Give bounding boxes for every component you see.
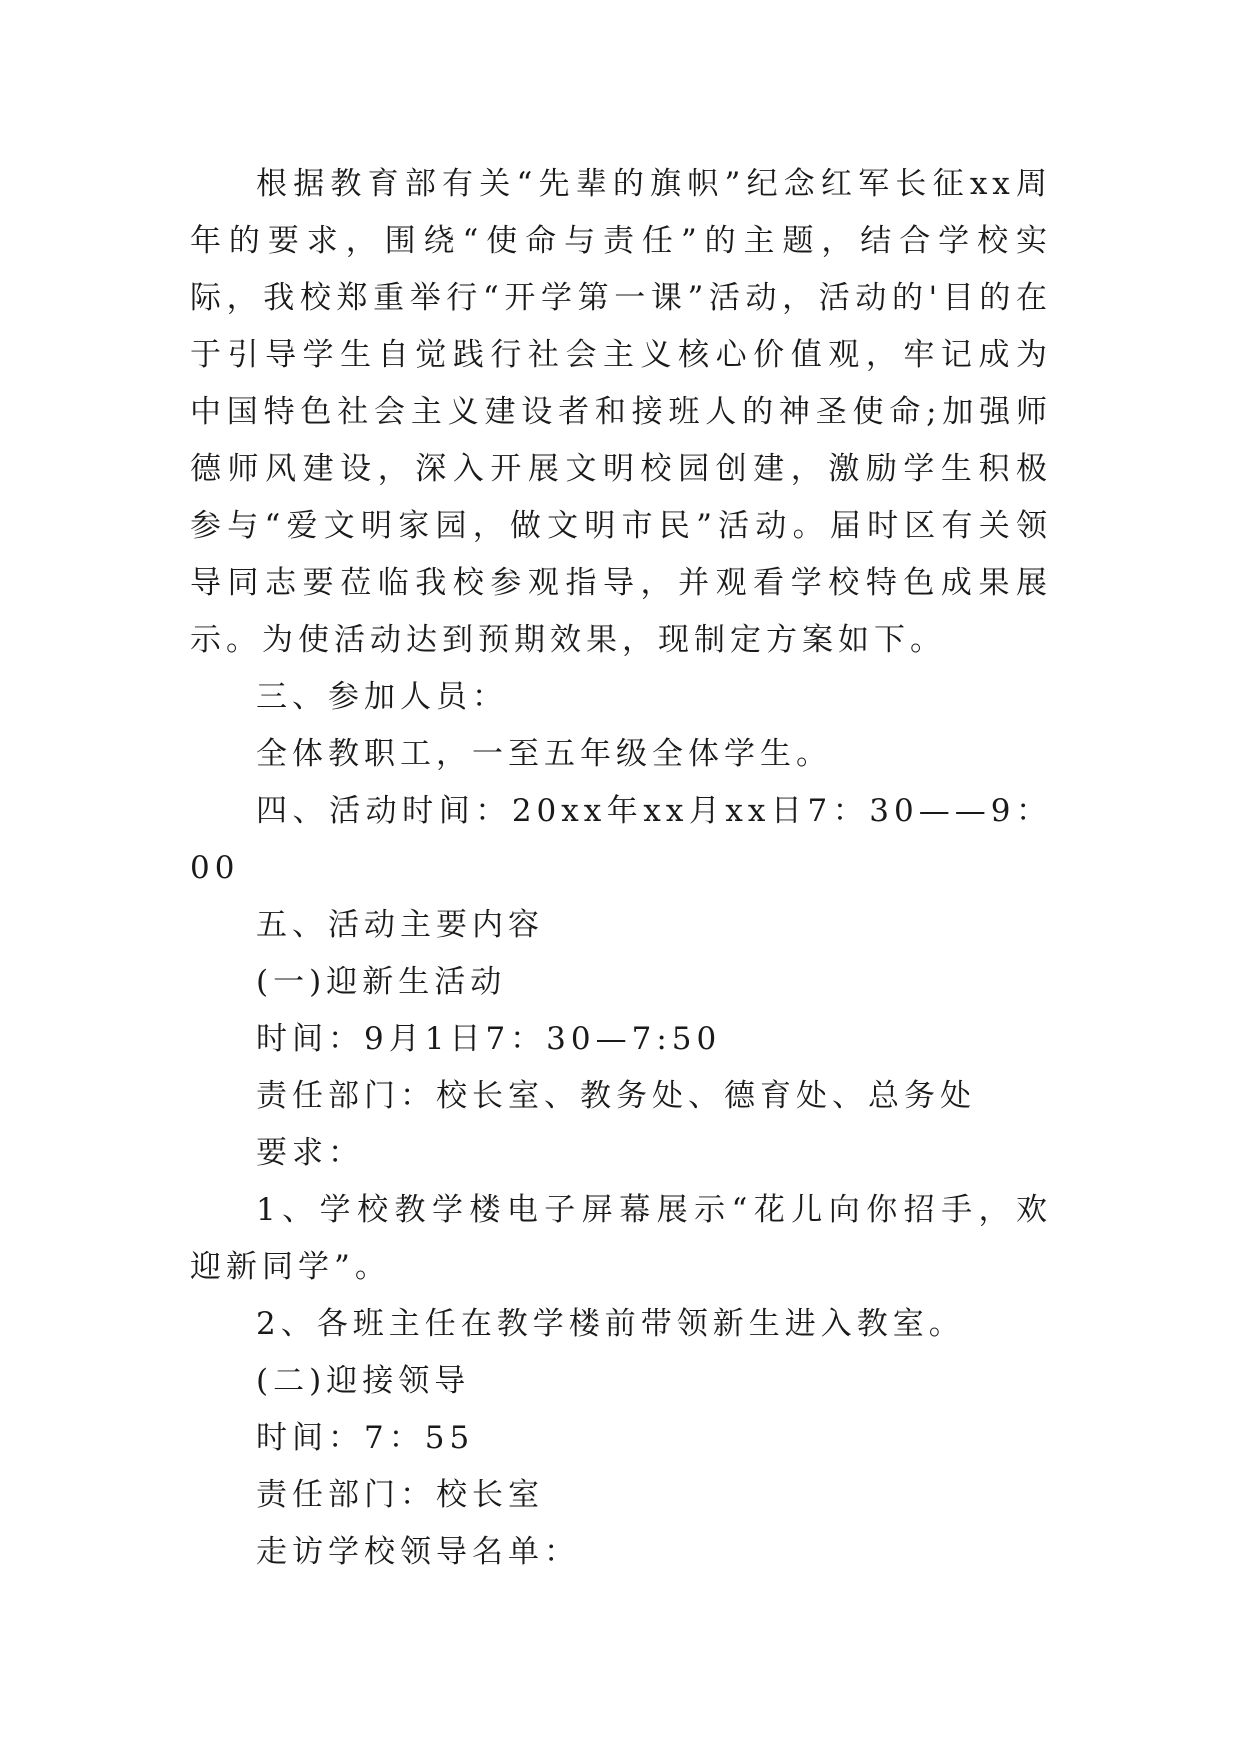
subsection-heading-welcome-students: (一)迎新生活动 [256,964,507,1000]
welcome-students-department: 责任部门：校长室、教务处、德育处、总务处 [256,1078,976,1114]
welcome-leaders-department: 责任部门：校长室 [256,1477,544,1513]
subsection-heading-welcome-leaders: (二)迎接领导 [256,1363,471,1399]
welcome-leaders-time: 时间：7：55 [256,1420,475,1456]
visiting-leaders-list-label: 走访学校领导名单： [256,1534,580,1570]
requirements-label: 要求： [256,1135,364,1171]
activity-time-line: 四、活动时间：20xx年xx月xx日7：30——9：00 [190,793,1052,886]
participants-text: 全体教职工，一至五年级全体学生。 [256,736,832,772]
requirement-item-1: 1、学校教学楼电子屏幕展示“花儿向你招手，欢迎新同学”。 [190,1192,1052,1285]
welcome-students-time: 时间：9月1日7：30—7:50 [256,1021,722,1057]
requirement-item-2: 2、各班主任在教学楼前带领新生进入教室。 [256,1306,965,1342]
document-body [190,156,1052,1581]
section-heading-participants: 三、参加人员： [256,679,508,715]
intro-paragraph: 根据教育部有关“先辈的旗帜”纪念红军长征xx周年的要求，围绕“使命与责任”的主题，结合学校实际，我校郑重举行“开学第一课”活动，活动的'目的在于引导学生自觉践行社会主义核心价值观，牢记成为中国特色社会主义建设者和接班人的神圣使命;加强师德师风建设，深入开展文明校园创建，激励学生积极参与“爱文明家园，做文明市民”活动。届时区有关领导同志要莅临我校参观指导，并观看学校特色成果展示。为使活动达到预期效果，现制定方案如下。 [190,166,1052,658]
section-heading-content: 五、活动主要内容 [256,907,544,943]
